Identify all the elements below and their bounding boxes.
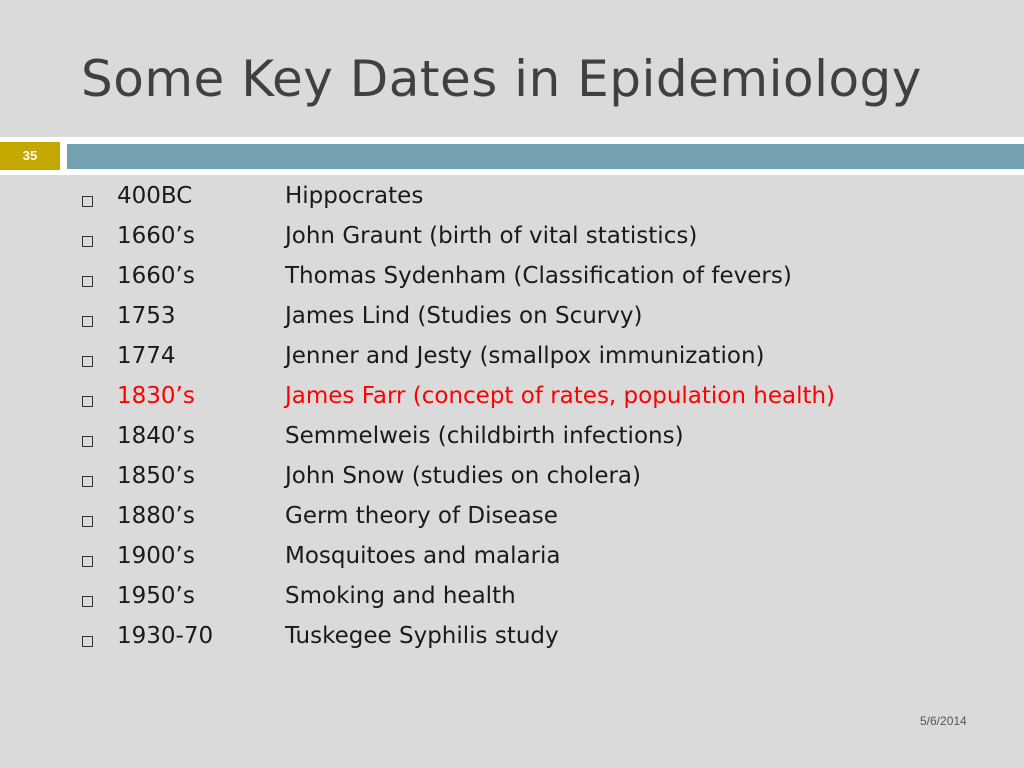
item-description: James Farr (concept of rates, population health) <box>285 383 836 409</box>
slide-date: 5/6/2014 <box>920 714 967 728</box>
item-date: 1930-70 <box>117 623 214 649</box>
square-bullet-icon <box>82 556 93 567</box>
square-bullet-icon <box>82 276 93 287</box>
item-date: 1774 <box>117 343 176 369</box>
item-date: 1900’s <box>117 543 195 569</box>
slide-number-badge: 35 <box>0 142 60 170</box>
item-description: Germ theory of Disease <box>285 503 558 529</box>
item-description: John Graunt (birth of vital statistics) <box>285 223 698 249</box>
square-bullet-icon <box>82 516 93 527</box>
item-date: 1840’s <box>117 423 195 449</box>
item-description: Smoking and health <box>285 583 516 609</box>
item-description: Thomas Sydenham (Classification of fevers) <box>285 263 792 289</box>
accent-bar <box>67 144 1024 169</box>
item-date: 1660’s <box>117 263 195 289</box>
item-description: Hippocrates <box>285 183 424 209</box>
item-description: Tuskegee Syphilis study <box>285 623 559 649</box>
item-date: 1660’s <box>117 223 195 249</box>
item-description: Semmelweis (childbirth infections) <box>285 423 684 449</box>
square-bullet-icon <box>82 476 93 487</box>
item-description: John Snow (studies on cholera) <box>285 463 641 489</box>
item-description: Mosquitoes and malaria <box>285 543 561 569</box>
item-date: 1850’s <box>117 463 195 489</box>
slide-title: Some Key Dates in Epidemiology <box>81 50 922 108</box>
square-bullet-icon <box>82 636 93 647</box>
square-bullet-icon <box>82 316 93 327</box>
item-date: 1830’s <box>117 383 195 409</box>
square-bullet-icon <box>82 356 93 367</box>
square-bullet-icon <box>82 436 93 447</box>
item-date: 400BC <box>117 183 193 209</box>
item-date: 1753 <box>117 303 176 329</box>
square-bullet-icon <box>82 396 93 407</box>
square-bullet-icon <box>82 596 93 607</box>
square-bullet-icon <box>82 196 93 207</box>
item-date: 1950’s <box>117 583 195 609</box>
item-date: 1880’s <box>117 503 195 529</box>
item-description: James Lind (Studies on Scurvy) <box>285 303 643 329</box>
square-bullet-icon <box>82 236 93 247</box>
item-description: Jenner and Jesty (smallpox immunization) <box>285 343 765 369</box>
